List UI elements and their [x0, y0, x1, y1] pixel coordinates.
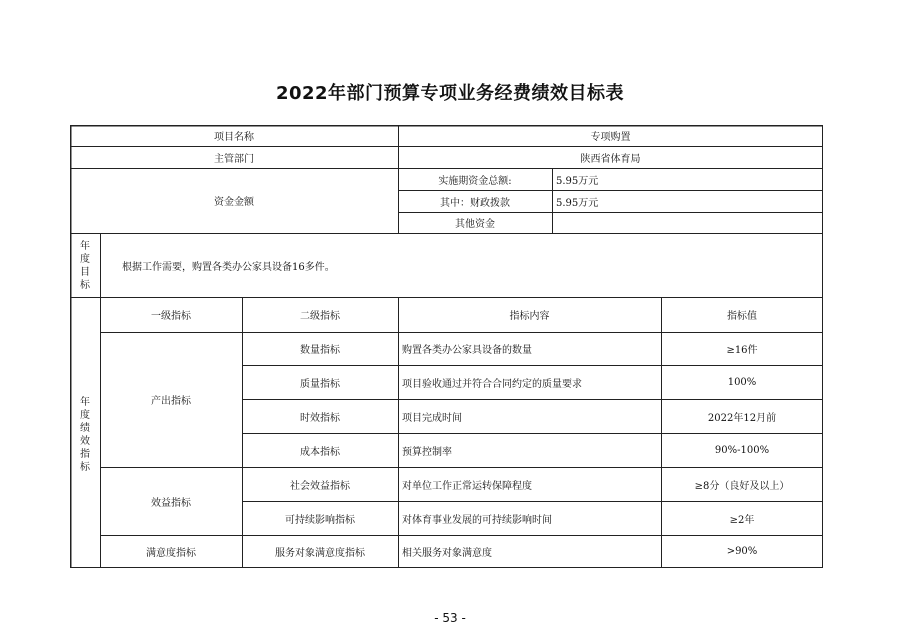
row-content: 项目完成时间 — [402, 412, 462, 424]
group-output: 产出指标 — [151, 396, 191, 407]
row-value: 90%-100% — [714, 444, 770, 456]
row-level2: 质量指标 — [300, 378, 340, 390]
row-level2: 服务对象满意度指标 — [275, 548, 365, 559]
funds-label: 资金金额 — [214, 197, 254, 208]
row-level2: 成本指标 — [300, 446, 340, 458]
row-value: ≥8分（良好及以上） — [694, 480, 790, 492]
row-value: >90% — [726, 546, 758, 557]
header-level1: 一级指标 — [151, 311, 191, 322]
row-value: 100% — [727, 376, 757, 388]
row-value: ≥16件 — [726, 345, 758, 356]
row-level2: 社会效益指标 — [290, 480, 350, 492]
department-value: 陕西省体育局 — [580, 153, 641, 165]
funds-fiscal-value: 5.95万元 — [556, 197, 599, 209]
row-value: 2022年12月前 — [707, 412, 777, 424]
header-value: 指标值 — [727, 311, 757, 322]
funds-other-value — [552, 212, 823, 233]
row-content: 相关服务对象满意度 — [402, 548, 492, 559]
header-content: 指标内容 — [509, 311, 550, 322]
project-name-value: 专项购置 — [590, 132, 631, 143]
header-level2: 二级指标 — [300, 311, 340, 322]
row-level2: 可持续影响指标 — [285, 514, 355, 526]
funds-other-label: 其他资金 — [455, 219, 495, 230]
annual-goal-text: 根据工作需要，购置各类办公家具设备16多件。 — [122, 261, 335, 273]
page-title: 2022年部门预算专项业务经费绩效目标表 — [275, 83, 625, 104]
row-content: 购置各类办公家具设备的数量 — [402, 345, 532, 356]
row-content: 项目验收通过并符合合同约定的质量要求 — [402, 378, 582, 390]
row-content: 预算控制率 — [402, 446, 452, 458]
annual-goal-label: 年度目标 — [80, 241, 90, 291]
project-name-label: 项目名称 — [214, 132, 254, 143]
row-value: ≥2年 — [729, 514, 755, 526]
row-level2: 数量指标 — [300, 345, 340, 356]
group-benefit: 效益指标 — [151, 497, 191, 509]
performance-table — [70, 125, 823, 568]
funds-fiscal-label: 其中：财政拨款 — [440, 197, 510, 209]
row-content: 对单位工作正常运转保障程度 — [402, 480, 532, 492]
row-level2: 时效指标 — [300, 412, 340, 424]
row-content: 对体育事业发展的可持续影响时间 — [402, 514, 552, 526]
funds-total-label: 实施期资金总额: — [438, 175, 512, 187]
page-number: - 53 - — [434, 611, 466, 625]
indicators-label: 年度绩效指标 — [80, 397, 90, 473]
funds-total-value: 5.95万元 — [556, 175, 599, 187]
group-satisfaction: 满意度指标 — [146, 548, 196, 559]
department-label: 主管部门 — [214, 153, 254, 165]
